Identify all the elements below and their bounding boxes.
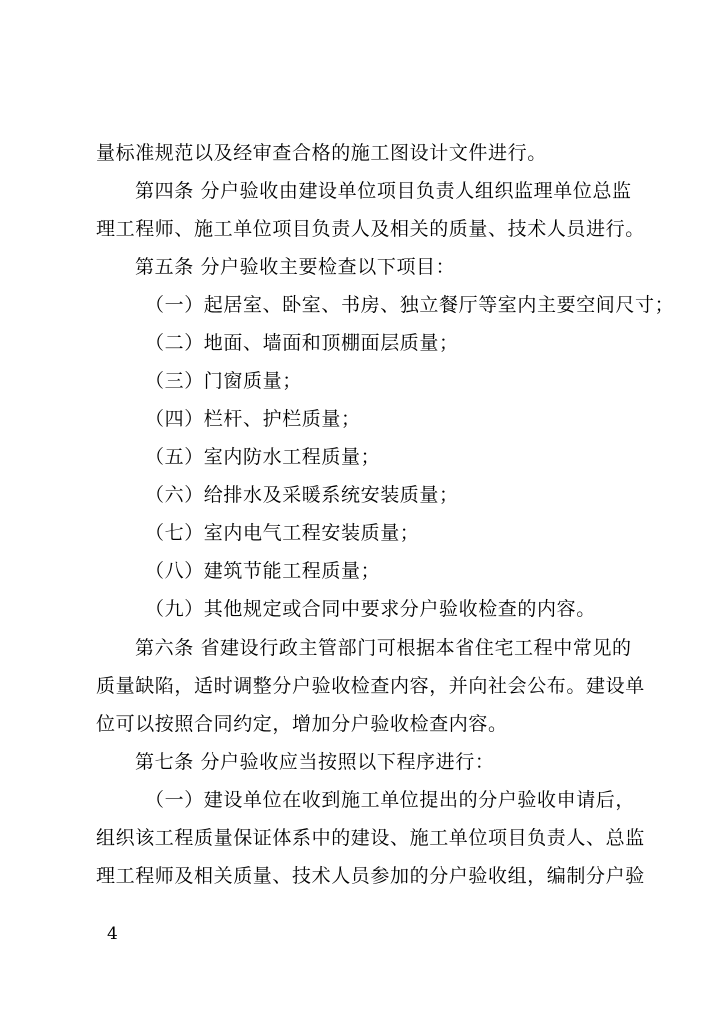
article-6-heading-line: 第六条 省建设行政主管部门可根据本省住宅工程中常见的: [135, 637, 632, 659]
list-item: （六）给排水及采暖系统安装质量；: [145, 484, 459, 506]
list-item: （九）其他规定或合同中要求分户验收检查的内容。: [145, 598, 596, 620]
text-line: 理工程师、施工单位项目负责人及相关的质量、技术人员进行。: [96, 218, 645, 240]
article-7-heading-line: 第七条 分户验收应当按照以下程序进行：: [135, 751, 495, 773]
text-line: 量标准规范以及经审查合格的施工图设计文件进行。: [96, 142, 547, 164]
text-line: 理工程师及相关质量、技术人员参加的分户验收组，编制分户验: [96, 865, 645, 887]
list-item: （一）建设单位在收到施工单位提出的分户验收申请后，: [145, 789, 636, 811]
text-line: 质量缺陷，适时调整分户验收检查内容，并向社会公布。建设单: [96, 675, 645, 697]
list-item: （四）栏杆、护栏质量；: [145, 408, 361, 430]
text-line: 组织该工程质量保证体系中的建设、施工单位项目负责人、总监: [96, 827, 645, 849]
article-5-heading-line: 第五条 分户验收主要检查以下项目：: [135, 256, 456, 278]
list-item: （五）室内防水工程质量；: [145, 446, 381, 468]
list-item: （八）建筑节能工程质量；: [145, 560, 381, 582]
list-item: （三）门窗质量；: [145, 370, 302, 392]
list-item: （一）起居室、卧室、书房、独立餐厅等室内主要空间尺寸；: [145, 294, 675, 316]
text-line: 位可以按照合同约定，增加分户验收检查内容。: [96, 713, 508, 735]
page-number: 4: [107, 924, 118, 944]
article-4-heading-line: 第四条 分户验收由建设单位项目负责人组织监理单位总监: [135, 180, 632, 202]
list-item: （七）室内电气工程安装质量；: [145, 522, 420, 544]
list-item: （二）地面、墙面和顶棚面层质量；: [145, 332, 459, 354]
